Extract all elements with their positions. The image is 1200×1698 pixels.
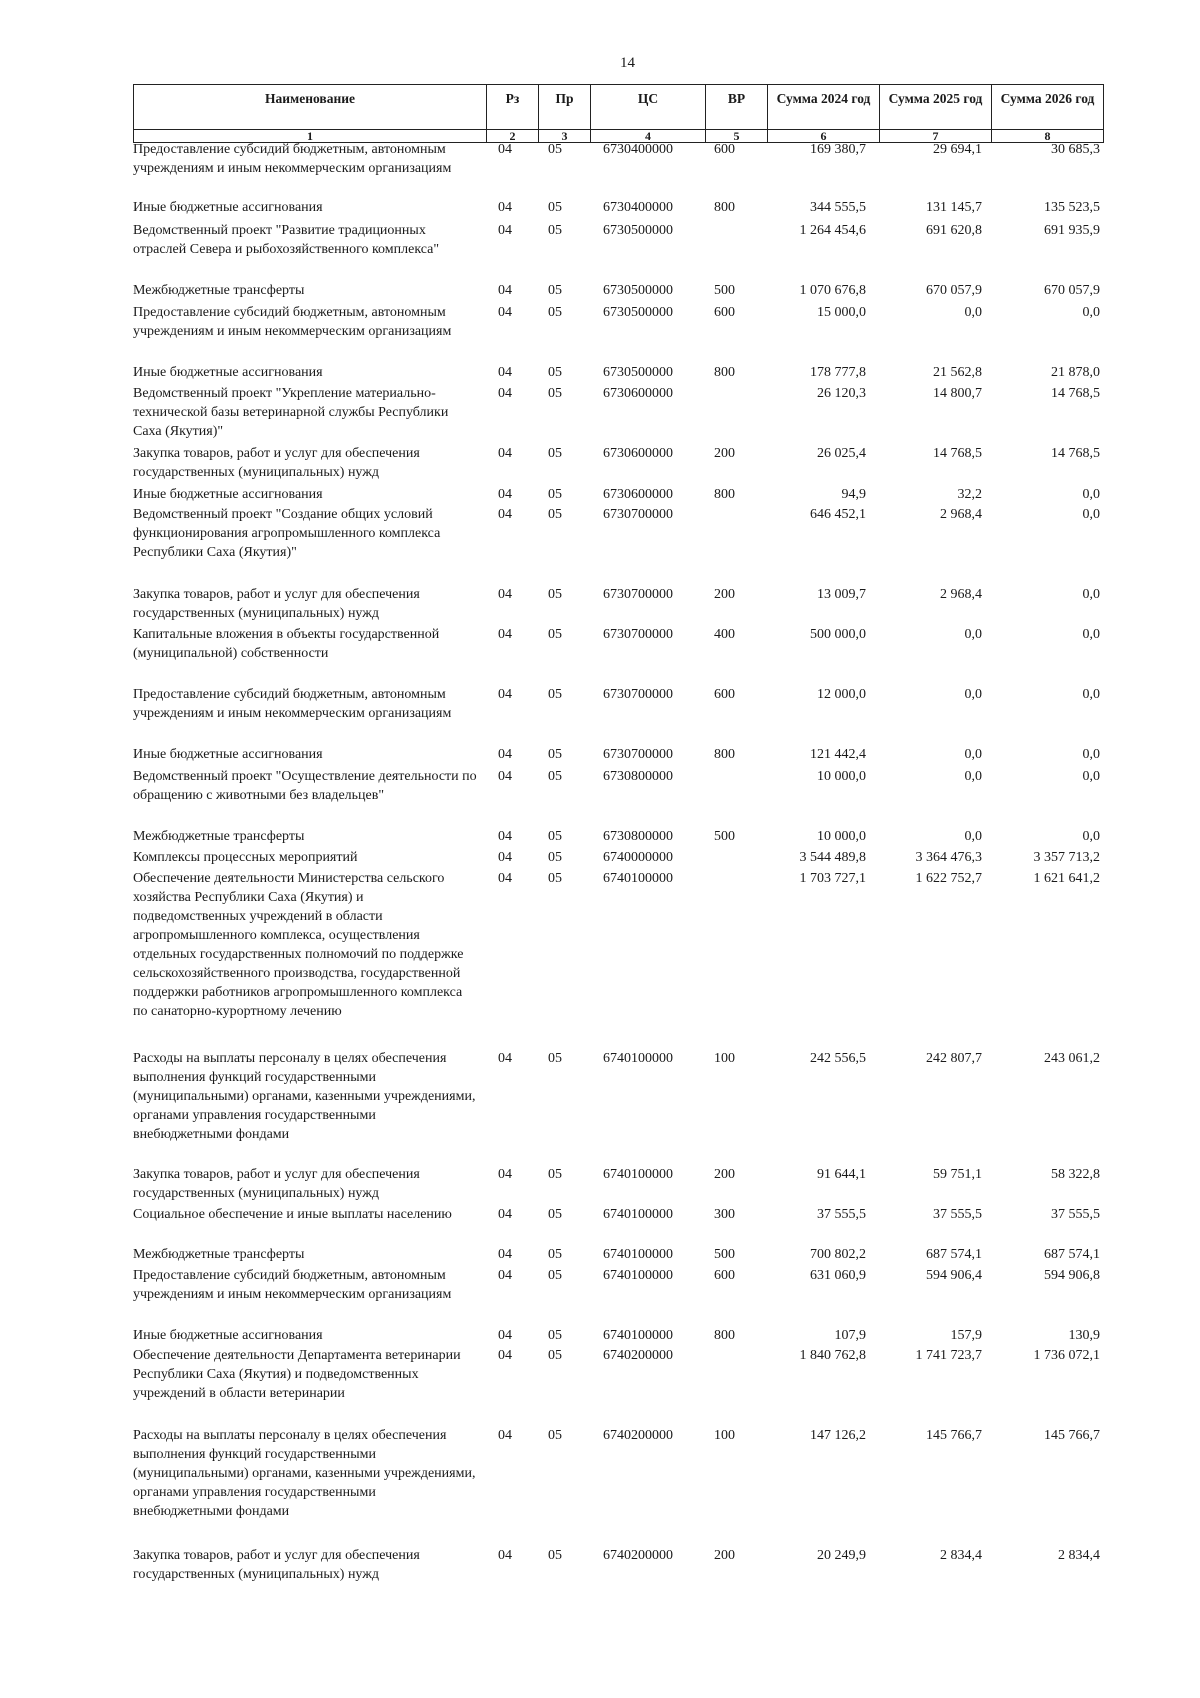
row-vr: 800 [714,365,735,380]
row-rz: 04 [498,1268,512,1283]
row-cs: 6730600000 [603,446,673,461]
row-sum-2026: 0,0 [1082,507,1100,522]
row-cs: 6730500000 [603,223,673,238]
row-sum-2026: 0,0 [1082,829,1100,844]
row-sum-2026: 0,0 [1082,687,1100,702]
row-sum-2026: 58 322,8 [1051,1167,1100,1182]
row-rz: 04 [498,223,512,238]
row-cs: 6740000000 [603,850,673,865]
row-pr: 05 [548,1051,562,1066]
row-cs: 6740100000 [603,1328,673,1343]
row-rz: 04 [498,829,512,844]
column-number: 4 [591,130,706,143]
header-vr: ВР [706,85,768,130]
row-vr: 600 [714,1268,735,1283]
row-pr: 05 [548,487,562,502]
row-sum-2026: 135 523,5 [1044,200,1100,215]
row-sum-2026: 243 061,2 [1044,1051,1100,1066]
row-name: Ведомственный проект "Укрепление материально-технической базы ветеринарной службы Республики Саха (Якутия)" [133,386,449,439]
row-name: Обеспечение деятельности Министерства сельского хозяйства Республики Саха (Якутия) и подведомственных учреждений в области агропромышленного комплекса, осуществления отдельных государственных полномочий по поддержке сельскохозяйственного производства, государственной поддержки работников агропромышленного комплекса по санаторно-курортному лечению [133,871,464,1019]
row-vr: 500 [714,283,735,298]
row-sum-2024: 646 452,1 [810,507,866,522]
row-rz: 04 [498,850,512,865]
row-vr: 300 [714,1207,735,1222]
row-pr: 05 [548,627,562,642]
row-rz: 04 [498,487,512,502]
row-sum-2024: 26 025,4 [817,446,866,461]
row-sum-2026: 21 878,0 [1051,365,1100,380]
row-sum-2024: 26 120,3 [817,386,866,401]
row-cs: 6740100000 [603,1268,673,1283]
row-sum-2024: 178 777,8 [810,365,866,380]
column-number: 7 [880,130,992,143]
row-name: Иные бюджетные ассигнования [133,747,323,762]
row-cs: 6730500000 [603,365,673,380]
header-sum-2024: Сумма 2024 год [768,85,880,130]
row-name: Иные бюджетные ассигнования [133,365,323,380]
row-cs: 6740200000 [603,1428,673,1443]
row-sum-2025: 0,0 [964,769,982,784]
row-sum-2024: 10 000,0 [817,829,866,844]
row-name: Иные бюджетные ассигнования [133,1328,323,1343]
row-sum-2026: 130,9 [1068,1328,1100,1343]
row-sum-2026: 687 574,1 [1044,1247,1100,1262]
row-pr: 05 [548,142,562,157]
row-name: Ведомственный проект "Развитие традиционных отраслей Севера и рыбохозяйственного комплекса" [133,223,440,257]
row-name: Закупка товаров, работ и услуг для обеспечения государственных (муниципальных) нужд [133,446,420,480]
header-sum-2025: Сумма 2025 год [880,85,992,130]
row-name: Капитальные вложения в объекты государственной (муниципальной) собственности [133,627,440,661]
row-pr: 05 [548,687,562,702]
header-cs: ЦС [591,85,706,130]
row-sum-2026: 1 736 072,1 [1033,1348,1100,1363]
row-pr: 05 [548,769,562,784]
row-name: Иные бюджетные ассигнования [133,200,323,215]
row-sum-2024: 12 000,0 [817,687,866,702]
row-pr: 05 [548,283,562,298]
row-sum-2024: 344 555,5 [810,200,866,215]
row-sum-2026: 0,0 [1082,487,1100,502]
row-pr: 05 [548,747,562,762]
row-sum-2025: 3 364 476,3 [915,850,982,865]
row-name: Закупка товаров, работ и услуг для обеспечения государственных (муниципальных) нужд [133,587,420,621]
row-name: Обеспечение деятельности Департамента ветеринарии Республики Саха (Якутия) и подведомственных учреждений в области ветеринарии [133,1348,461,1401]
row-vr: 800 [714,747,735,762]
row-sum-2024: 1 264 454,6 [799,223,866,238]
row-rz: 04 [498,747,512,762]
row-sum-2025: 0,0 [964,627,982,642]
row-cs: 6730500000 [603,283,673,298]
row-sum-2025: 145 766,7 [926,1428,982,1443]
row-pr: 05 [548,507,562,522]
row-rz: 04 [498,386,512,401]
row-cs: 6740100000 [603,1207,673,1222]
row-sum-2025: 0,0 [964,305,982,320]
row-cs: 6740100000 [603,1167,673,1182]
row-sum-2026: 2 834,4 [1058,1548,1100,1563]
row-vr: 600 [714,142,735,157]
row-vr: 600 [714,305,735,320]
row-sum-2025: 131 145,7 [926,200,982,215]
row-name: Межбюджетные трансферты [133,829,305,844]
row-cs: 6730600000 [603,386,673,401]
row-sum-2024: 94,9 [841,487,866,502]
row-sum-2024: 242 556,5 [810,1051,866,1066]
row-vr: 800 [714,1328,735,1343]
row-cs: 6730800000 [603,829,673,844]
row-rz: 04 [498,1348,512,1363]
row-sum-2026: 0,0 [1082,769,1100,784]
row-vr: 500 [714,829,735,844]
row-sum-2026: 670 057,9 [1044,283,1100,298]
row-rz: 04 [498,446,512,461]
row-cs: 6740200000 [603,1348,673,1363]
row-rz: 04 [498,871,512,886]
row-rz: 04 [498,1428,512,1443]
row-pr: 05 [548,1428,562,1443]
column-number: 2 [487,130,539,143]
row-rz: 04 [498,142,512,157]
row-rz: 04 [498,305,512,320]
row-sum-2025: 670 057,9 [926,283,982,298]
row-sum-2026: 145 766,7 [1044,1428,1100,1443]
row-pr: 05 [548,587,562,602]
row-pr: 05 [548,871,562,886]
row-vr: 500 [714,1247,735,1262]
row-name: Расходы на выплаты персоналу в целях обеспечения выполнения функций государственными (муниципальными) органами, казенными учреждениями, органами управления государственными внебюджетными фондами [133,1051,476,1142]
row-name: Предоставление субсидий бюджетным, автономным учреждениям и иным некоммерческим организациям [133,142,452,176]
row-rz: 04 [498,200,512,215]
row-sum-2025: 2 968,4 [940,587,982,602]
row-pr: 05 [548,829,562,844]
row-name: Комплексы процессных мероприятий [133,850,358,865]
row-cs: 6730600000 [603,487,673,502]
row-cs: 6730700000 [603,687,673,702]
row-cs: 6740200000 [603,1548,673,1563]
row-sum-2024: 1 703 727,1 [799,871,866,886]
row-vr: 600 [714,687,735,702]
row-sum-2026: 691 935,9 [1044,223,1100,238]
row-sum-2024: 15 000,0 [817,305,866,320]
row-rz: 04 [498,587,512,602]
row-cs: 6740100000 [603,871,673,886]
row-name: Ведомственный проект "Осуществление деятельности по обращению с животными без владельцев" [133,769,477,803]
row-sum-2025: 0,0 [964,829,982,844]
row-rz: 04 [498,365,512,380]
row-sum-2026: 1 621 641,2 [1033,871,1100,886]
row-cs: 6730700000 [603,507,673,522]
row-cs: 6740100000 [603,1051,673,1066]
row-sum-2024: 10 000,0 [817,769,866,784]
row-cs: 6730500000 [603,305,673,320]
row-pr: 05 [548,446,562,461]
row-sum-2026: 594 906,8 [1044,1268,1100,1283]
row-cs: 6730400000 [603,200,673,215]
row-name: Предоставление субсидий бюджетным, автономным учреждениям и иным некоммерческим организациям [133,1268,452,1302]
row-name: Закупка товаров, работ и услуг для обеспечения государственных (муниципальных) нужд [133,1167,420,1201]
row-sum-2025: 2 968,4 [940,507,982,522]
row-rz: 04 [498,1167,512,1182]
row-cs: 6730700000 [603,587,673,602]
row-cs: 6730800000 [603,769,673,784]
row-sum-2026: 14 768,5 [1051,446,1100,461]
row-sum-2024: 1 070 676,8 [799,283,866,298]
row-pr: 05 [548,365,562,380]
row-rz: 04 [498,769,512,784]
row-cs: 6740100000 [603,1247,673,1262]
row-rz: 04 [498,507,512,522]
row-sum-2024: 37 555,5 [817,1207,866,1222]
row-vr: 800 [714,200,735,215]
row-sum-2024: 3 544 489,8 [799,850,866,865]
row-name: Иные бюджетные ассигнования [133,487,323,502]
row-sum-2024: 147 126,2 [810,1428,866,1443]
row-sum-2025: 37 555,5 [933,1207,982,1222]
row-rz: 04 [498,687,512,702]
row-sum-2024: 13 009,7 [817,587,866,602]
row-pr: 05 [548,1167,562,1182]
row-sum-2024: 107,9 [834,1328,866,1343]
row-sum-2024: 91 644,1 [817,1167,866,1182]
row-name: Межбюджетные трансферты [133,283,305,298]
column-number: 8 [992,130,1104,143]
row-sum-2025: 594 906,4 [926,1268,982,1283]
row-vr: 400 [714,627,735,642]
row-vr: 800 [714,487,735,502]
column-number: 6 [768,130,880,143]
row-sum-2024: 20 249,9 [817,1548,866,1563]
row-sum-2024: 631 060,9 [810,1268,866,1283]
row-pr: 05 [548,1548,562,1563]
row-pr: 05 [548,305,562,320]
row-rz: 04 [498,627,512,642]
row-name: Расходы на выплаты персоналу в целях обеспечения выполнения функций государственными (муниципальными) органами, казенными учреждениями, органами управления государственными внебюджетными фондами [133,1428,476,1519]
row-sum-2025: 1 741 723,7 [915,1348,982,1363]
row-cs: 6730700000 [603,627,673,642]
row-vr: 100 [714,1051,735,1066]
row-name: Предоставление субсидий бюджетным, автономным учреждениям и иным некоммерческим организациям [133,687,452,721]
row-rz: 04 [498,1247,512,1262]
row-sum-2025: 21 562,8 [933,365,982,380]
row-sum-2025: 29 694,1 [933,142,982,157]
row-rz: 04 [498,1207,512,1222]
header-name: Наименование [134,85,487,130]
row-rz: 04 [498,1328,512,1343]
row-rz: 04 [498,1051,512,1066]
page-number: 14 [620,55,635,71]
row-sum-2025: 2 834,4 [940,1548,982,1563]
row-vr: 200 [714,1167,735,1182]
row-name: Ведомственный проект "Создание общих условий функционирования агропромышленного комплекса Республики Саха (Якутия)" [133,507,441,560]
row-sum-2025: 32,2 [957,487,982,502]
row-pr: 05 [548,1268,562,1283]
row-sum-2025: 242 807,7 [926,1051,982,1066]
row-name: Межбюджетные трансферты [133,1247,305,1262]
row-sum-2024: 169 380,7 [810,142,866,157]
row-sum-2024: 121 442,4 [810,747,866,762]
row-vr: 200 [714,446,735,461]
row-pr: 05 [548,1247,562,1262]
row-sum-2025: 14 800,7 [933,386,982,401]
row-pr: 05 [548,850,562,865]
row-sum-2026: 0,0 [1082,627,1100,642]
row-pr: 05 [548,223,562,238]
row-pr: 05 [548,1207,562,1222]
row-sum-2026: 0,0 [1082,587,1100,602]
row-sum-2026: 3 357 713,2 [1033,850,1100,865]
row-pr: 05 [548,1328,562,1343]
row-name: Социальное обеспечение и иные выплаты населению [133,1207,452,1222]
column-number: 5 [706,130,768,143]
row-vr: 200 [714,1548,735,1563]
row-sum-2025: 1 622 752,7 [915,871,982,886]
row-rz: 04 [498,283,512,298]
row-rz: 04 [498,1548,512,1563]
column-number: 1 [134,130,487,143]
column-number: 3 [539,130,591,143]
row-vr: 200 [714,587,735,602]
header-rz: Рз [487,85,539,130]
row-sum-2025: 157,9 [950,1328,982,1343]
row-sum-2026: 0,0 [1082,747,1100,762]
row-sum-2025: 59 751,1 [933,1167,982,1182]
row-cs: 6730400000 [603,142,673,157]
row-sum-2024: 700 802,2 [810,1247,866,1262]
row-sum-2026: 37 555,5 [1051,1207,1100,1222]
row-pr: 05 [548,200,562,215]
row-vr: 100 [714,1428,735,1443]
row-sum-2025: 0,0 [964,747,982,762]
row-pr: 05 [548,1348,562,1363]
header-pr: Пр [539,85,591,130]
row-sum-2024: 1 840 762,8 [799,1348,866,1363]
row-cs: 6730700000 [603,747,673,762]
row-sum-2024: 500 000,0 [810,627,866,642]
header-sum-2026: Сумма 2026 год [992,85,1104,130]
row-sum-2025: 691 620,8 [926,223,982,238]
row-sum-2026: 0,0 [1082,305,1100,320]
row-sum-2025: 0,0 [964,687,982,702]
row-sum-2025: 14 768,5 [933,446,982,461]
row-sum-2026: 14 768,5 [1051,386,1100,401]
row-sum-2025: 687 574,1 [926,1247,982,1262]
row-sum-2026: 30 685,3 [1051,142,1100,157]
row-name: Предоставление субсидий бюджетным, автономным учреждениям и иным некоммерческим организациям [133,305,452,339]
row-name: Закупка товаров, работ и услуг для обеспечения государственных (муниципальных) нужд [133,1548,420,1582]
row-pr: 05 [548,386,562,401]
